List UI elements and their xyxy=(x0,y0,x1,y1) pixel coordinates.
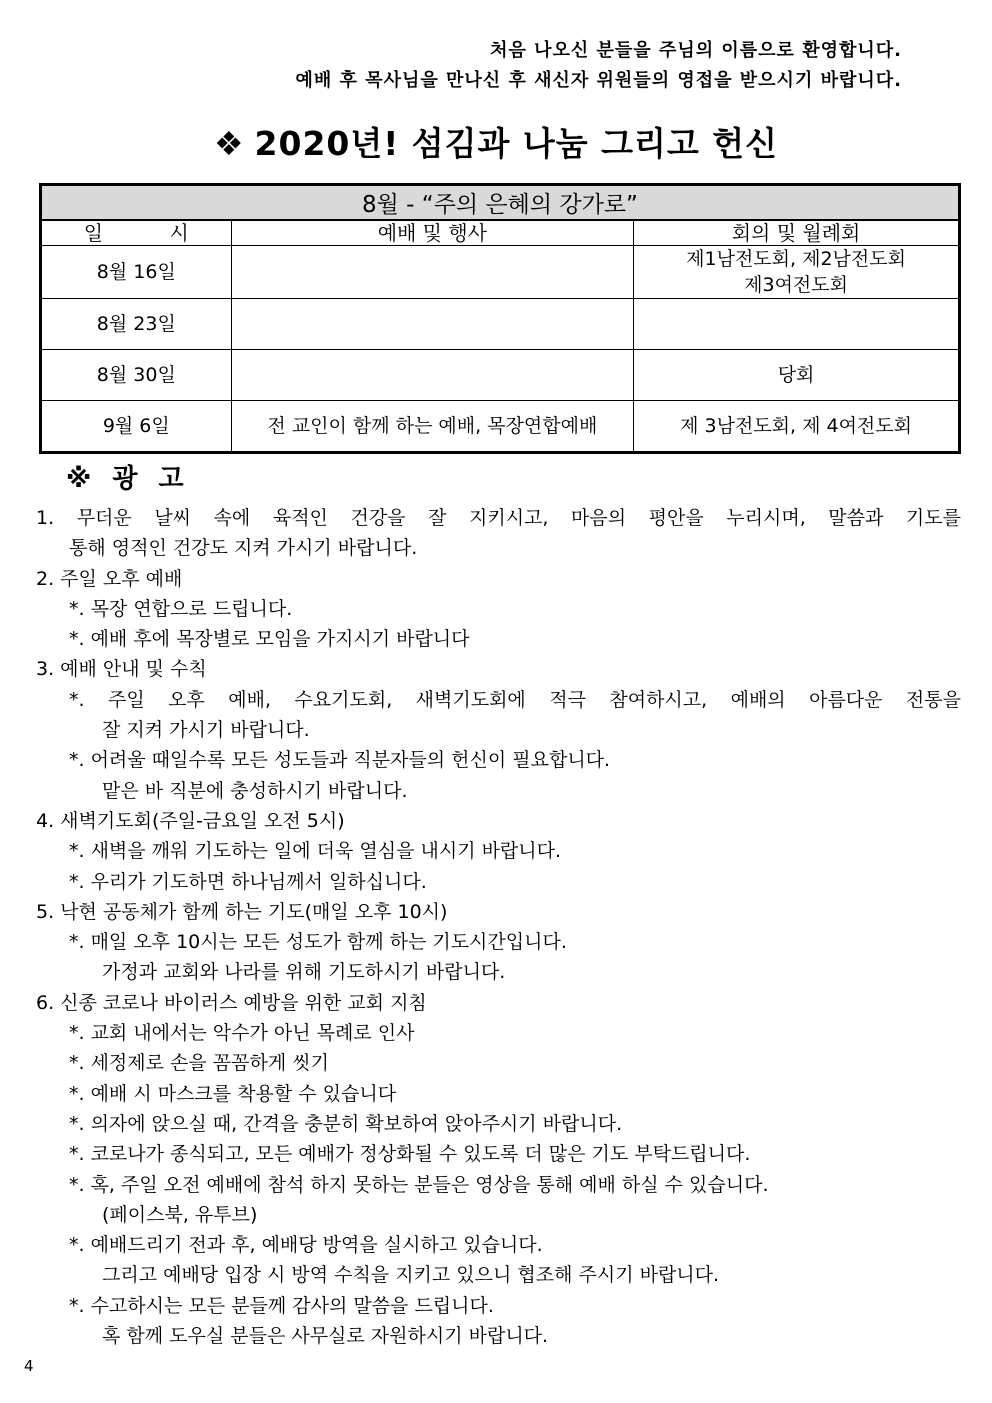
table-row xyxy=(41,350,960,401)
row-meeting: 당회 xyxy=(634,350,960,401)
table-row xyxy=(41,299,960,350)
notice-6-item-5: *. 코로나가 종식되고, 모든 예배가 정상화될 수 있도록 더 많은 기도 부탁드립니다. xyxy=(69,1143,751,1166)
column-meeting: 회의 및 월례회 xyxy=(634,220,960,246)
notice-6-item-1: *. 교회 내에서는 악수가 아닌 목례로 인사 xyxy=(69,1022,415,1045)
notice-3-item-2-cont: 맡은 바 직분에 충성하시기 바랍니다. xyxy=(102,779,408,802)
notice-3-item-1-cont: 잘 지켜 가시기 바랍니다. xyxy=(102,719,310,742)
title-text: 2020년! 섬김과 나눔 그리고 헌신 xyxy=(254,124,779,163)
announcements-heading: ※ 광 고 xyxy=(66,464,190,494)
schedule-column-row xyxy=(41,220,960,246)
notice-3-item-1: *. 주일 오후 예배, 수요기도회, 새벽기도회에 적극 참여하시고, 예배의 아름다운 전통을 xyxy=(69,688,961,711)
notice-6-item-2: *. 세정제로 손을 꼼꼼하게 씻기 xyxy=(69,1052,329,1075)
column-event: 예배 및 행사 xyxy=(231,220,634,246)
table-row xyxy=(41,401,960,453)
row-date: 8월 16일 xyxy=(41,246,232,299)
row-date: 9월 6일 xyxy=(41,401,232,453)
row-meeting xyxy=(634,246,960,299)
notice-2-item-1: *. 목장 연합으로 드립니다. xyxy=(69,597,293,620)
welcome-line-2: 예배 후 목사님을 만나신 후 새신자 위원들의 영접을 받으시기 바랍니다. xyxy=(295,70,902,91)
welcome-line-1: 처음 나오신 분들을 주님의 이름으로 환영합니다. xyxy=(490,40,902,61)
schedule-month-header: 8월 - “주의 은혜의 강가로” xyxy=(41,185,960,221)
notice-4-item-2: *. 우리가 기도하면 하나님께서 일하십니다. xyxy=(69,870,427,893)
notice-6-item-8: *. 수고하시는 모든 분들께 감사의 말씀을 드립니다. xyxy=(69,1294,494,1317)
notice-6-item-8-cont: 혹 함께 도우실 분들은 사무실로 자원하시기 바랍니다. xyxy=(102,1325,549,1348)
notice-5-item-1-cont: 가정과 교회와 나라를 위해 기도하시기 바랍니다. xyxy=(102,961,506,984)
notice-1-line-2: 통해 영적인 건강도 지켜 가시기 바랍니다. xyxy=(69,537,418,560)
notice-4-item-1: *. 새벽을 깨워 기도하는 일에 더욱 열심을 내시기 바랍니다. xyxy=(69,840,562,863)
notice-5-item-1: *. 매일 오후 10시는 모든 성도가 함께 하는 기도시간입니다. xyxy=(69,931,567,954)
notice-6-item-3: *. 예배 시 마스크를 착용할 수 있습니다 xyxy=(69,1082,397,1105)
row-event xyxy=(231,299,634,350)
diamond-icon: ❖ xyxy=(213,124,245,163)
page-number: 4 xyxy=(24,1357,34,1375)
notice-6-item-6-cont: (페이스북, 유투브) xyxy=(102,1203,258,1226)
row-event xyxy=(231,246,634,299)
table-row xyxy=(41,246,960,299)
notice-2-item-2: *. 예배 후에 목장별로 모임을 가지시기 바랍니다 xyxy=(69,628,470,651)
notice-6-item-7-cont: 그리고 예배당 입장 시 방역 수칙을 지키고 있으니 협조해 주시기 바랍니다. xyxy=(102,1264,720,1287)
schedule-table xyxy=(39,183,961,454)
welcome-message xyxy=(296,36,903,96)
notice-1-line-1: 1. 무더운 날씨 속에 육적인 건강을 잘 지키시고, 마음의 평안을 누리시며, 말씀과 기도를 xyxy=(36,507,961,529)
notice-2-title: 2. 주일 오후 예배 xyxy=(36,567,183,590)
schedule-header-row xyxy=(41,185,960,221)
notice-3-item-2: *. 어려울 때일수록 모든 성도들과 직분자들의 헌신이 필요합니다. xyxy=(69,749,611,772)
notice-6-title: 6. 신종 코로나 바이러스 예방을 위한 교회 지침 xyxy=(36,991,427,1014)
row-meeting-line-1: 제1남전도회, 제2남전도회 xyxy=(686,248,906,270)
row-meeting-line-2: 제3여전도회 xyxy=(744,274,848,296)
notice-4-title: 4. 새벽기도회(주일-금요일 오전 5시) xyxy=(36,809,345,832)
row-meeting: 제 3남전도회, 제 4여전도회 xyxy=(634,401,960,453)
row-date: 8월 30일 xyxy=(41,350,232,401)
notice-6-item-7: *. 예배드리기 전과 후, 예배당 방역을 실시하고 있습니다. xyxy=(69,1234,543,1257)
notice-6-item-4: *. 의자에 앉으실 때, 간격을 충분히 확보하여 앉아주시기 바랍니다. xyxy=(69,1112,623,1135)
row-event: 전 교인이 함께 하는 예배, 목장연합예배 xyxy=(231,401,634,453)
page-title xyxy=(0,118,992,165)
notice-3-title: 3. 예배 안내 및 수칙 xyxy=(36,658,207,681)
notice-6-item-6: *. 혹, 주일 오전 예배에 참석 하지 못하는 분들은 영상을 통해 예배 하실 수 있습니다. xyxy=(69,1173,769,1196)
column-date: 일 시 xyxy=(41,220,232,246)
announcements-list xyxy=(36,503,961,1351)
row-event xyxy=(231,350,634,401)
row-meeting xyxy=(634,299,960,350)
notice-5-title: 5. 낙현 공동체가 함께 하는 기도(매일 오후 10시) xyxy=(36,900,448,923)
row-date: 8월 23일 xyxy=(41,299,232,350)
